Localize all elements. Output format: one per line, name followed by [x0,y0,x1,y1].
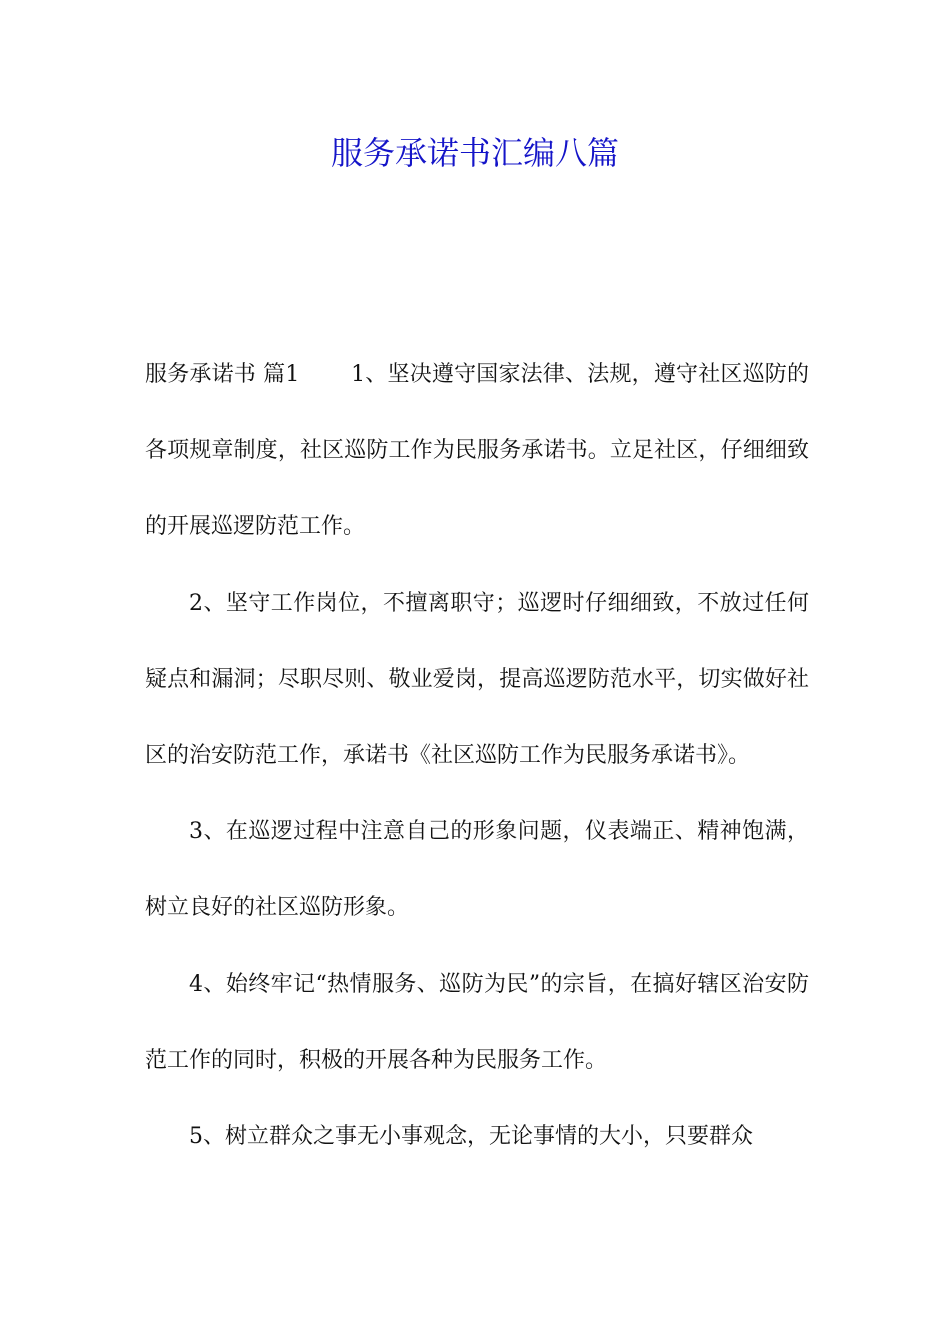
document-body [145,337,809,1175]
document-title: 服务承诺书汇编八篇 [330,134,619,172]
paragraph-2: 2、坚守工作岗位，不擅离职守；巡逻时仔细细致，不放过任何疑点和漏洞；尽职尽则、敬业爱岗，提高巡逻防范水平，切实做好社区的治安防范工作，承诺书《社区巡防工作为民服务承诺书》。 [145,590,809,769]
paragraph-4: 4、始终牢记“热情服务、巡防为民”的宗旨，在搞好辖区治安防范工作的同时，积极的开展各种为民服务工作。 [145,971,809,1073]
paragraph-3: 3、在巡逻过程中注意自己的形象问题，仪表端正、精神饱满，树立良好的社区巡防形象。 [145,819,809,921]
paragraph-1: 服务承诺书 篇1 1、坚决遵守国家法律、法规，遵守社区巡防的各项规章制度，社区巡防工作为民服务承诺书。立足社区，仔细细致的开展巡逻防范工作。 [145,362,809,540]
paragraph-5: 5、树立群众之事无小事观念，无论事情的大小，只要群众 [189,1124,753,1150]
